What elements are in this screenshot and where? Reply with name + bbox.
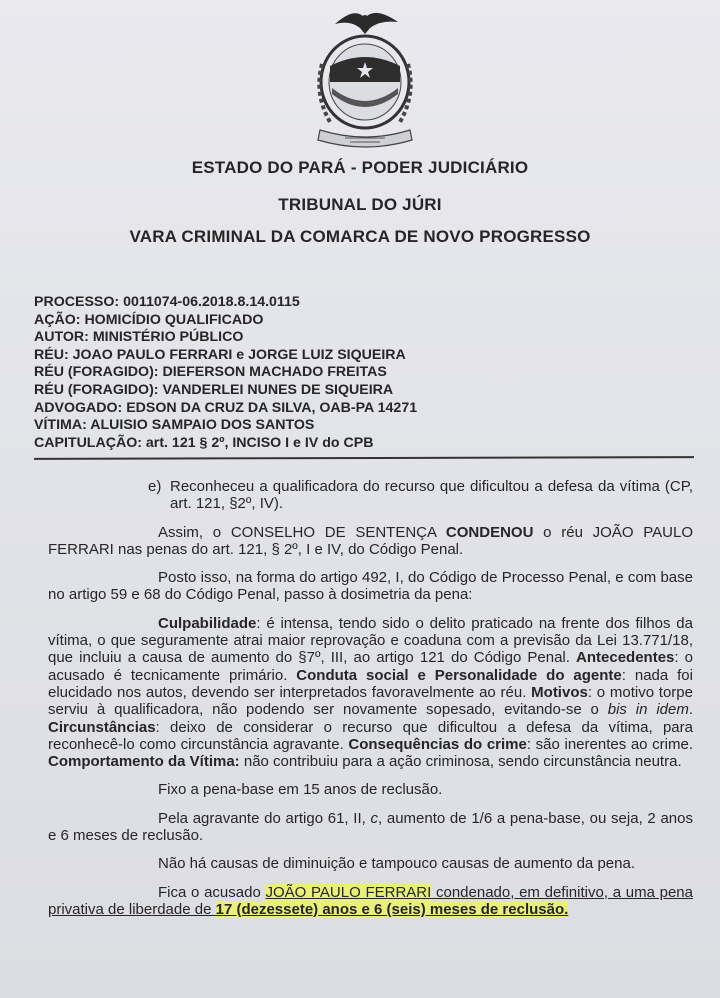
paragraph-final-sentence bbox=[48, 884, 693, 919]
case-action: AÇÃO: HOMICÍDIO QUALIFICADO bbox=[34, 311, 264, 328]
text-italic: c bbox=[370, 809, 378, 827]
text-span: : são inerentes ao crime. bbox=[526, 735, 693, 753]
paragraph-dosimetry: Posto isso, na forma do artigo 492, I, do Código de Processo Penal, e com base no artigo 59 e 68 do Código Penal, passo à dosimetria da pena: bbox=[48, 569, 693, 604]
paragraph-aggravating bbox=[48, 810, 693, 845]
case-process: PROCESSO: 0011074-06.2018.8.14.0115 bbox=[34, 294, 300, 310]
text-span: o réu JOÃO PAULO FERRARI nas penas do art. 121, § 2º, I e IV, do Código Penal. bbox=[48, 523, 693, 558]
highlighted-penalty: 17 (dezessete) anos e 6 (seis) meses de reclusão. bbox=[215, 900, 569, 918]
case-charge: CAPITULAÇÃO: art. 121 § 2º, INCISO I e IV do CPB bbox=[34, 434, 374, 451]
sentence-body bbox=[48, 478, 693, 929]
text-span: : o acusado é tecnicamente primário. bbox=[48, 649, 693, 684]
case-lawyer: ADVOGADO: EDSON DA CRUZ DA SILVA, OAB-PA 14271 bbox=[34, 399, 418, 416]
highlighted-name: JOÃO PAULO FERRARI bbox=[265, 883, 432, 901]
item-text: Reconheceu a qualificadora do recurso que dificultou a defesa da vítima (CP, art. 121, §2º, IV). bbox=[170, 478, 693, 513]
text-span: não contribuiu para a ação criminosa, sendo circunstância neutra. bbox=[239, 753, 682, 771]
text-span: Fica o acusado bbox=[158, 883, 266, 901]
paragraph-conviction bbox=[48, 524, 693, 559]
paragraph-base-penalty: Fixo a pena-base em 15 anos de reclusão. bbox=[158, 781, 443, 799]
term-conduta: Conduta social e Personalidade do agente bbox=[296, 666, 622, 684]
term-antecedentes: Antecedentes bbox=[576, 649, 675, 667]
item-label: e) bbox=[148, 478, 162, 495]
case-metadata bbox=[34, 294, 699, 452]
paragraph-circumstances bbox=[48, 615, 693, 771]
term-motivos: Motivos bbox=[531, 683, 588, 701]
coat-of-arms-emblem bbox=[300, 4, 430, 154]
text-span: . bbox=[688, 701, 693, 719]
text-span: : nada foi elucidado nos autos, devendo ser interpretados favoravelmente ao réu. bbox=[48, 666, 693, 701]
text-span: : deixo de considerar o recurso que dificultou a defesa da vítima, para reconhecê-lo como circunstância agravante. bbox=[48, 718, 693, 753]
text-span: : o motivo torpe serviu à qualificadora, não podendo ser novamente sopesado, evitando-se o bbox=[48, 683, 693, 719]
court-heading: TRIBUNAL DO JÚRI bbox=[278, 195, 442, 214]
division-heading: VARA CRIMINAL DA COMARCA DE NOVO PROGRESSO bbox=[129, 227, 591, 246]
term-consequencias: Consequências do crime bbox=[348, 735, 527, 753]
term-culpabilidade: Culpabilidade bbox=[158, 614, 257, 632]
case-victim: VÍTIMA: ALUISIO SAMPAIO DOS SANTOS bbox=[34, 417, 315, 434]
text-span: , aumento de 1/6 a pena-base, ou seja, 2 anos e 6 meses de reclusão. bbox=[48, 809, 693, 845]
text-span: Assim, o CONSELHO DE SENTENÇA bbox=[158, 523, 446, 541]
state-heading: ESTADO DO PARÁ - PODER JUDICIÁRIO bbox=[191, 158, 529, 177]
case-defendants: RÉU: JOAO PAULO FERRARI e JORGE LUIZ SIQUEIRA bbox=[34, 346, 406, 363]
case-fugitive-2: RÉU (FORAGIDO): VANDERLEI NUNES DE SIQUEIRA bbox=[34, 381, 394, 398]
underlined-text: condenado, em definitivo, a uma pena privativa de liberdade de bbox=[48, 883, 693, 918]
term-circunstancias: Circunstâncias bbox=[48, 718, 156, 736]
paragraph-no-causes: Não há causas de diminuição e tampouco causas de aumento da pena. bbox=[158, 855, 635, 873]
term-bis-in-idem: bis in idem bbox=[607, 701, 689, 719]
text-span: : é intensa, tendo sido o delito praticado na frente dos filhos da vítima, o que seguramente atrai maior reprovação e coaduna com a previsão da Lei 13.771/18, que incluiu a causa de aumento do §7º, III, ao artigo 121 do Código Penal. bbox=[48, 614, 693, 667]
item-e bbox=[148, 478, 693, 513]
text-span: Pela agravante do artigo 61, II, bbox=[158, 809, 371, 827]
condenou-bold: CONDENOU bbox=[445, 523, 534, 541]
divider bbox=[34, 456, 694, 459]
term-comportamento: Comportamento da Vítima: bbox=[48, 753, 240, 771]
case-author: AUTOR: MINISTÉRIO PÚBLICO bbox=[34, 329, 244, 346]
case-fugitive-1: RÉU (FORAGIDO): DIEFERSON MACHADO FREITAS bbox=[34, 364, 387, 381]
